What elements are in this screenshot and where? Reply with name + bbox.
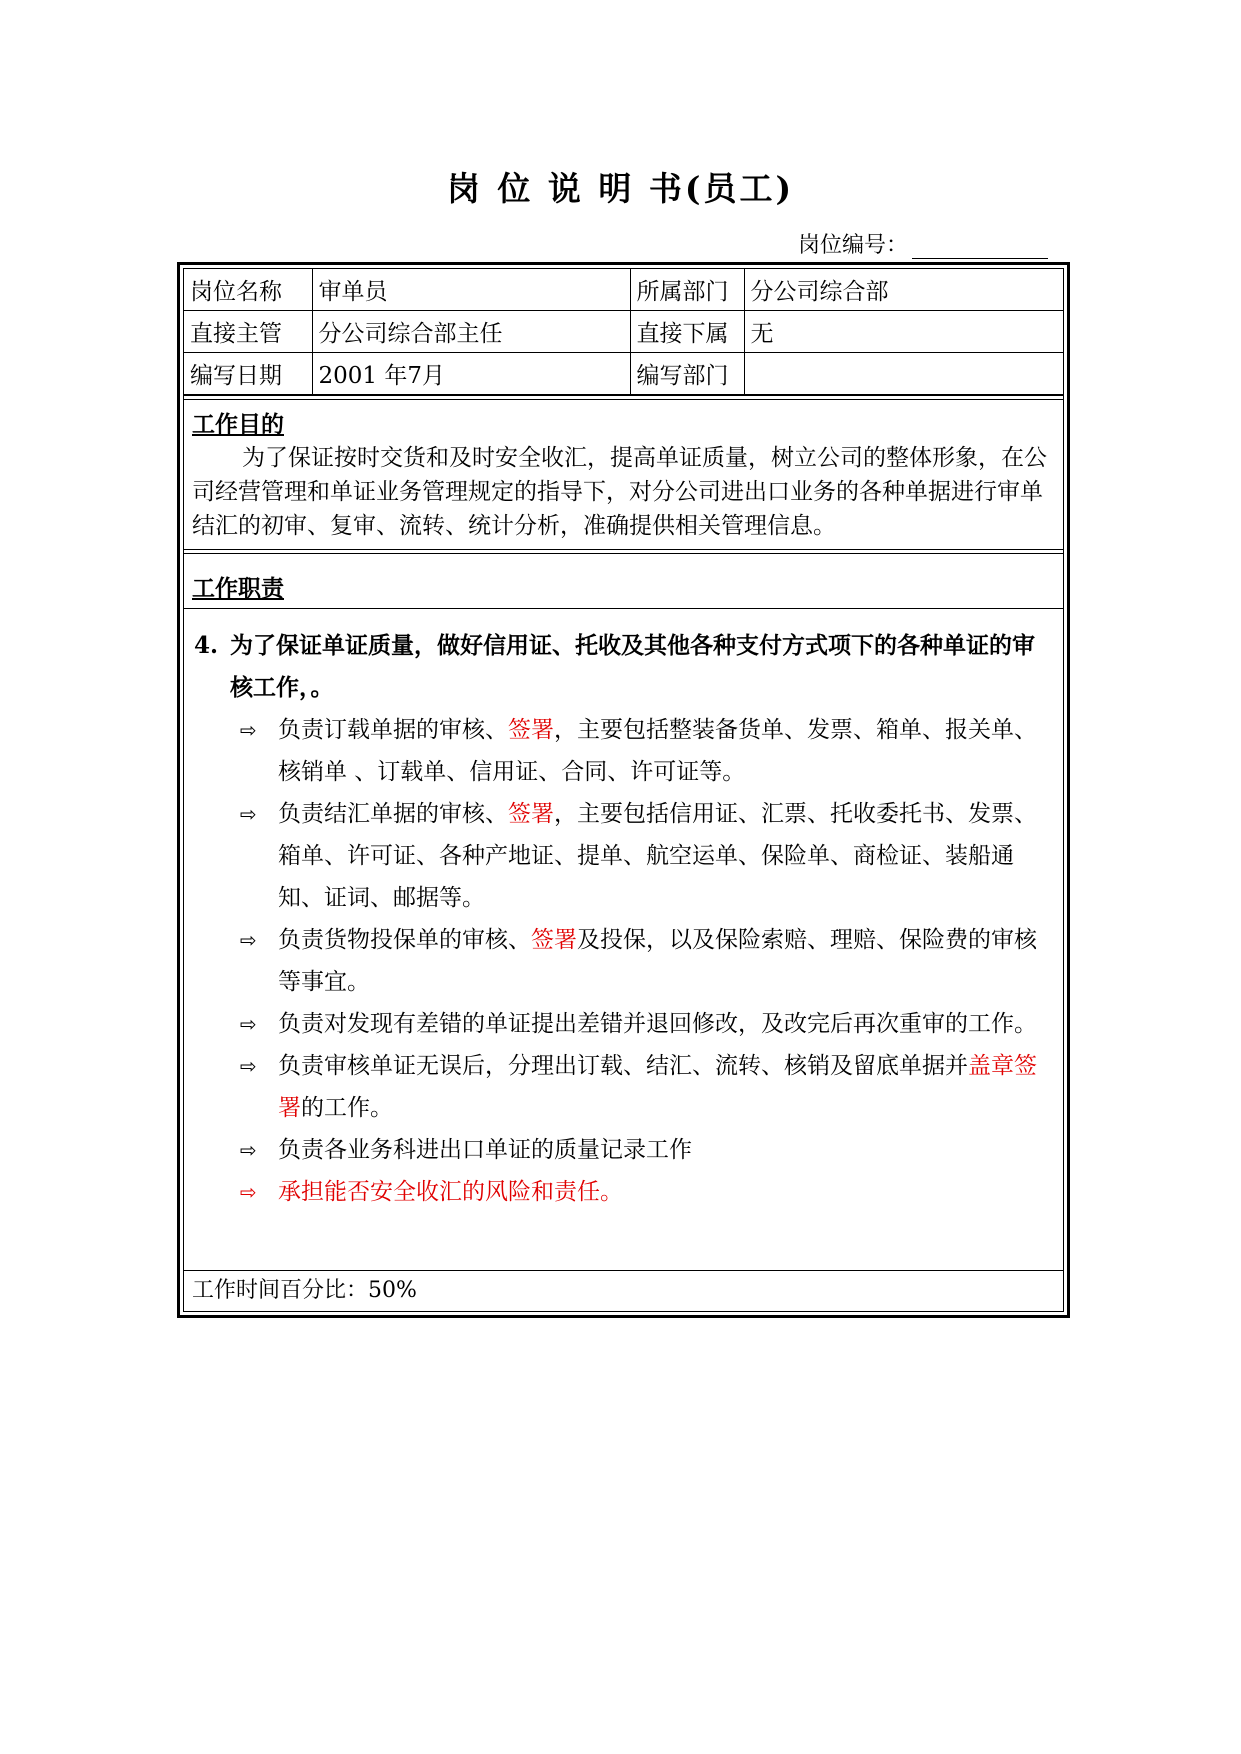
duty-item-text xyxy=(278,793,1053,919)
duty-highlight: 盖章签署 xyxy=(278,1053,1037,1121)
duty-title xyxy=(194,625,1053,709)
info-key: 所属部门 xyxy=(630,269,744,311)
duty-number: 4. xyxy=(194,632,219,659)
duty-item-text: 承担能否安全收汇的风险和责任。 xyxy=(278,1179,623,1205)
duty-text-part: 及投保，以及保险索赔、理赔、保险费的审核等事宜。 xyxy=(278,927,1037,995)
arrow-icon: ⇨ xyxy=(240,1054,257,1078)
duties-heading: 工作职责 xyxy=(192,575,284,602)
duty-text-part: 负责对发现有差错的单证提出差错并退回修改，及改完后再次重审的工作。 xyxy=(278,1011,1037,1037)
duty-item xyxy=(240,919,1053,1003)
duty-text-part: ，主要包括整装备货单、发票、箱单、报关单、核销单 、订载单、信用证、合同、许可证等。 xyxy=(278,717,1037,785)
duty-item-text xyxy=(278,1045,1053,1129)
info-key: 岗位名称 xyxy=(184,269,312,311)
duty-item-text xyxy=(278,919,1053,1003)
duty-item-text xyxy=(278,709,1053,793)
document-title: 岗 位 说 明 书(员工) xyxy=(446,169,795,208)
info-row xyxy=(184,311,1063,353)
purpose-text: 为了保证按时交货和及时安全收汇，提高单证质量，树立公司的整体形象，在公司经营管理和单证业务管理规定的指导下，对分公司进出口业务的各种单据进行审单结汇的初审、复审、流转、统计分析，准确提供相关管理信息。 xyxy=(192,445,1047,539)
duty-item xyxy=(240,1045,1053,1129)
info-key: 编写日期 xyxy=(184,353,312,395)
duty-title-text: 为了保证单证质量，做好信用证、托收及其他各种支付方式项下的各种单证的审核工作，。 xyxy=(230,632,1035,701)
info-value: 无 xyxy=(744,311,1063,353)
duty-text-part: 负责货物投保单的审核、 xyxy=(278,927,531,953)
duty-item xyxy=(240,709,1053,793)
duty-text-part: 负责审核单证无误后，分理出订载、结汇、流转、核销及留底单据并 xyxy=(278,1053,968,1079)
arrow-icon: ⇨ xyxy=(240,928,257,952)
duty-items xyxy=(194,709,1053,1213)
info-value: 2001 年7月 xyxy=(312,353,630,395)
purpose-section xyxy=(184,400,1063,549)
info-value xyxy=(744,353,1063,395)
duty-text-part: 负责结汇单据的审核、 xyxy=(278,801,508,827)
duty-item-text xyxy=(278,1129,1053,1171)
work-time-percentage: 工作时间百分比：50% xyxy=(184,1270,1063,1311)
duties-section xyxy=(184,609,1063,1219)
post-number-label: 岗位编号： xyxy=(798,233,909,258)
post-number-field xyxy=(798,228,1048,259)
post-number-blank xyxy=(912,236,1048,259)
info-value: 分公司综合部 xyxy=(744,269,1063,311)
duty-item xyxy=(240,793,1053,919)
info-row xyxy=(184,353,1063,395)
duty-item xyxy=(240,1129,1053,1171)
duty-highlight: 签署 xyxy=(508,801,554,827)
duty-text-part: ，主要包括信用证、汇票、托收委托书、发票、箱单、许可证、各种产地证、提单、航空运单、保险单、商检证、装船通知、证词、邮据等。 xyxy=(278,801,1037,911)
info-row xyxy=(184,269,1063,311)
arrow-icon: ⇨ xyxy=(240,1012,257,1036)
job-description-frame xyxy=(177,262,1070,1318)
purpose-body xyxy=(184,439,1063,549)
duty-item xyxy=(240,1003,1053,1045)
job-description-inner xyxy=(183,268,1064,1312)
duty-highlight: 签署 xyxy=(531,927,577,953)
info-value: 分公司综合部主任 xyxy=(312,311,630,353)
info-value: 审单员 xyxy=(312,269,630,311)
info-key: 编写部门 xyxy=(630,353,744,395)
duty-text-part: 的工作。 xyxy=(301,1095,393,1121)
info-key: 直接下属 xyxy=(630,311,744,353)
duty-item-risk xyxy=(240,1171,1053,1213)
arrow-icon: ⇨ xyxy=(240,1138,257,1162)
arrow-icon: ⇨ xyxy=(240,1180,257,1204)
basic-info-table xyxy=(184,269,1063,395)
duty-text-part: 负责各业务科进出口单证的质量记录工作 xyxy=(278,1137,692,1163)
duty-item-text xyxy=(278,1003,1053,1045)
duty-highlight: 签署 xyxy=(508,717,554,743)
purpose-heading: 工作目的 xyxy=(192,411,284,438)
info-key: 直接主管 xyxy=(184,311,312,353)
arrow-icon: ⇨ xyxy=(240,718,257,742)
arrow-icon: ⇨ xyxy=(240,802,257,826)
duty-text-part: 负责订载单据的审核、 xyxy=(278,717,508,743)
